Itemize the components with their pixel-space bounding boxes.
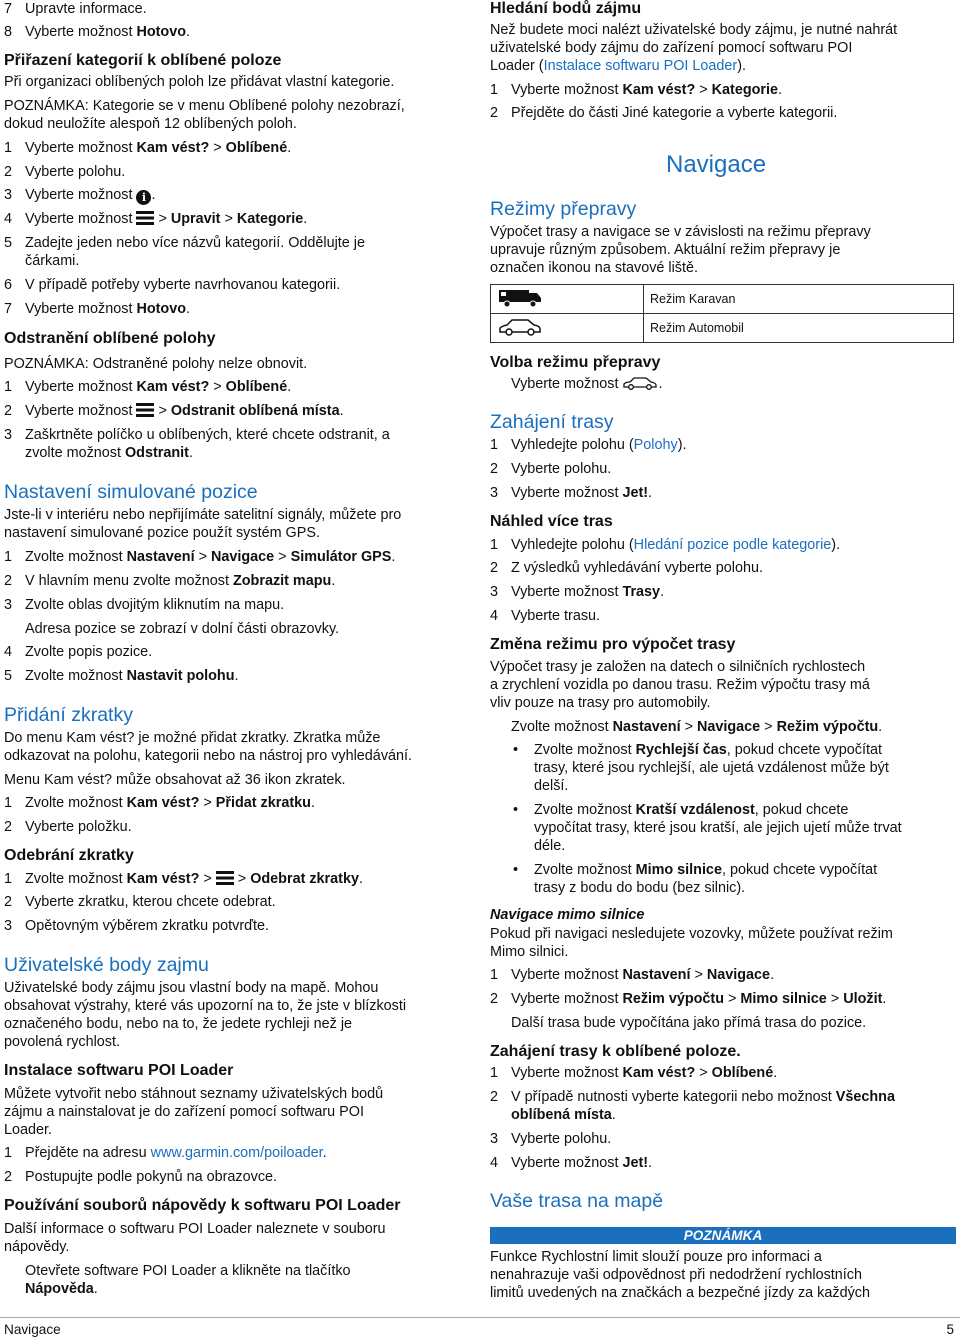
section-heading: Náhled více tras [490, 513, 613, 530]
paragraph: nápovědy. [4, 1239, 70, 1255]
step: 3 Vyberte možnost i . [4, 187, 156, 204]
step: 7 Upravte informace. [4, 1, 147, 17]
paragraph: Než budete moci nalézt uživatelské body zájmu, je nutné nahrát [490, 22, 898, 38]
bullet-text: trasy, které jsou rychlejší, ale ujetá vzdálenost může být [534, 760, 889, 776]
step: 4 Vyberte trasu. [490, 608, 601, 624]
step: 2 V hlavním menu zvolte možnost Zobrazit mapu. [4, 573, 336, 589]
paragraph: Loader. [4, 1122, 53, 1138]
section-heading: Přidání zkratky [4, 704, 133, 726]
list-item [490, 741, 956, 795]
step: 8 Vyberte možnost Hotovo. [4, 24, 191, 40]
paragraph: upravuje různým způsobem. Aktuální režim přepravy je [490, 242, 841, 258]
step-note: Vyberte možnost . [490, 375, 662, 395]
bullet-text: Zvolte možnost Rychlejší čas, pokud chcete vypočítat [534, 742, 882, 758]
install-link[interactable]: Instalace softwaru POI Loader [543, 58, 738, 74]
section-heading: Navigace mimo silnice [490, 907, 645, 923]
step: 3 Zvolte oblas dvojitým kliknutím na mapu. [4, 597, 285, 613]
table-cell: Režim Automobil [644, 314, 954, 343]
bullet-text: delší. [534, 778, 569, 794]
paragraph: zájmu a nainstalovat je do zařízení pomocí softwaru POI [4, 1104, 364, 1120]
note: dokud neuložíte alespoň 12 oblíbených poloh. [4, 116, 297, 132]
section-heading: Uživatelské body zajmu [4, 954, 209, 976]
step: 2 Vyberte možnost Režim výpočtu > Mimo silnice > Uložit. [490, 991, 887, 1007]
step: 1 Vyhledejte polohu (Polohy). [490, 437, 687, 453]
paragraph: Můžete vytvořit nebo stáhnout seznamy uživatelských bodů [4, 1086, 384, 1102]
car-icon [622, 376, 658, 395]
step-note: Další trasa bude vypočítána jako přímá trasa do pozice. [511, 1015, 867, 1031]
bullet-text: Zvolte možnost Kratší vzdálenost, pokud chcete [534, 802, 849, 818]
step: 1 Vyhledejte polohu (Hledání pozice podle kategorie). [490, 537, 841, 553]
transport-modes-table [490, 284, 954, 343]
section-heading: Změna režimu pro výpočet trasy [490, 636, 736, 653]
step-cont: zvolte možnost Odstranit. [25, 445, 193, 461]
step: 2 Vyberte polohu. [490, 461, 612, 477]
step: 3 Vyberte možnost Jet!. [490, 485, 653, 501]
step: 1 Vyberte možnost Kam vést? > Oblíbené. [4, 140, 292, 156]
paragraph: Při organizaci oblíbených poloh lze přidávat vlastní kategorie. [4, 74, 395, 90]
paragraph: Menu Kam vést? může obsahovat až 36 ikon zkratek. [4, 772, 346, 788]
bullet-text: trasy z bodu do bodu (bez silnic). [534, 880, 746, 896]
menu-icon [216, 871, 234, 890]
table-row [491, 285, 954, 314]
step: 1 Vyberte možnost Kam vést? > Oblíbené. [4, 379, 292, 395]
paragraph: označeného bodu, nebo na to, že jedete rychleji než je [4, 1016, 353, 1032]
step: 2 Vyberte položku. [4, 819, 132, 835]
paragraph: Pokud při navigaci nesledujete vozovky, můžete používat režim [490, 926, 893, 942]
step-note: Otevřete software POI Loader a klikněte na tlačítko [25, 1263, 351, 1279]
step: 2 V případě nutnosti vyberte kategorii nebo možnost Všechna [490, 1089, 895, 1105]
step: 2 Vyberte polohu. [4, 164, 126, 180]
section-heading: Odebrání zkratky [4, 847, 134, 864]
step-note: Nápověda. [25, 1281, 98, 1297]
chapter-title: Navigace [666, 151, 767, 178]
bullet: • [513, 802, 519, 818]
section-heading: Nastavení simulované pozice [4, 481, 258, 503]
step: 7 Vyberte možnost Hotovo. [4, 301, 191, 317]
section-heading: Vaše trasa na mapě [490, 1190, 664, 1212]
table-cell: Režim Karavan [644, 285, 954, 314]
paragraph: Uživatelské body zájmu jsou vlastní body na mapě. Mohou [4, 980, 379, 996]
menu-icon [136, 211, 154, 230]
list-item [490, 861, 956, 897]
list-item [490, 801, 956, 855]
paragraph: obsahovat výstrahy, které vás upozorní na to, že jste v blízkosti [4, 998, 407, 1014]
step: 1 Přejděte na adresu www.garmin.com/poiloader. [4, 1145, 327, 1161]
section-heading: Volba režimu přepravy [490, 354, 661, 371]
bullet-text: vypočítat trasy, které jsou kratší, ale jejich ujetí může trvat [534, 820, 902, 836]
paragraph: Mimo silnici. [490, 944, 569, 960]
note: POZNÁMKA: Odstraněné polohy nelze obnovit. [4, 356, 308, 372]
step: 5 Zadejte jeden nebo více názvů kategorií. Oddělujte je [4, 235, 365, 251]
step: 2 Z výsledků vyhledávání vyberte polohu. [490, 560, 763, 576]
section-heading: Hledání bodů zájmu [490, 0, 642, 17]
section-heading: Přiřazení kategorií k oblíbené poloze [4, 52, 282, 69]
section-heading: Zahájení trasy [490, 411, 614, 433]
step: 1 Vyberte možnost Kam vést? > Oblíbené. [490, 1065, 778, 1081]
info-icon: i [136, 190, 151, 205]
step: 4 Zvolte popis pozice. [4, 644, 153, 660]
paragraph: nenahrazuje vaši odpovědnost při nedodržení rychlostních [490, 1267, 862, 1283]
step: 4 Vyberte možnost Jet!. [490, 1155, 653, 1171]
paragraph: limitů uvedených na značkách a bezpečné jízdy za každých [490, 1285, 870, 1301]
paragraph: Funkce Rychlostní limit slouží pouze pro informaci a [490, 1249, 822, 1265]
step: 3 Vyberte polohu. [490, 1131, 612, 1147]
step-cont: čárkami. [25, 253, 80, 269]
paragraph: Výpočet trasy a navigace se v závislosti na režimu přepravy [490, 224, 871, 240]
section-heading: Zahájení trasy k oblíbené poloze. [490, 1043, 741, 1060]
paragraph: Jste-li v interiéru nebo nepřijímáte satelitní signály, můžete pro [4, 507, 402, 523]
table-cell [491, 314, 644, 343]
paragraph: a zrychlení vozidla po danou trasu. Režim výpočtu trasy má [490, 677, 870, 693]
table-cell [491, 285, 644, 314]
rv-icon [497, 297, 543, 311]
step-note: Adresa pozice se zobrazí v dolní části obrazovky. [25, 621, 340, 637]
bullet: • [513, 742, 519, 758]
step: 2 Vyberte zkratku, kterou chcete odebrat. [4, 894, 276, 910]
step: 1 Zvolte možnost Kam vést? > Přidat zkratku. [4, 795, 315, 811]
paragraph: nastavení simulované pozice použít systém GPS. [4, 525, 320, 541]
category-search-link[interactable]: Hledání pozice podle kategorie [633, 537, 832, 553]
step-cont: oblíbená místa. [511, 1107, 616, 1123]
paragraph: povolená rychlost. [4, 1034, 120, 1050]
step: 2 Vyberte možnost > Odstranit oblíbená místa. [4, 402, 344, 422]
step: 1 Vyberte možnost Nastavení > Navigace. [490, 967, 775, 983]
paragraph: označen ikonou na stavové liště. [490, 260, 698, 276]
step: 3 Zaškrtněte políčko u oblíbených, které chcete odstranit, a [4, 427, 390, 443]
paragraph: Další informace o softwaru POI Loader naleznete v souboru [4, 1221, 386, 1237]
step: 2 Přejděte do části Jiné kategorie a vyberte kategorii. [490, 105, 838, 121]
step: 1 Vyberte možnost Kam vést? > Kategorie. [490, 82, 783, 98]
step: 4 Vyberte možnost > Upravit > Kategorie. [4, 210, 307, 230]
paragraph: Výpočet trasy je založen na datech o silničních rychlostech [490, 659, 866, 675]
note: POZNÁMKA: Kategorie se v menu Oblíbené polohy nezobrazí, [4, 98, 405, 114]
step: 1 Zvolte možnost Kam vést? > > Odebrat zkratky. [4, 870, 363, 890]
step: 2 Postupujte podle pokynů na obrazovce. [4, 1169, 278, 1185]
paragraph: vliv pouze na trasy pro automobily. [490, 695, 711, 711]
menu-icon [136, 403, 154, 422]
paragraph: Do menu Kam vést? je možné přidat zkratky. Zkratka může [4, 730, 381, 746]
page-number: 5 [946, 1322, 954, 1337]
section-heading: Režimy přepravy [490, 198, 637, 220]
step: 6 V případě potřeby vyberte navrhovanou kategorii. [4, 277, 341, 293]
poiloader-link[interactable]: www.garmin.com/poiloader [150, 1145, 323, 1161]
section-heading: Používání souborů nápovědy k softwaru POI Loader [4, 1197, 401, 1214]
step: 5 Zvolte možnost Nastavit polohu. [4, 668, 239, 684]
bullet: • [513, 862, 519, 878]
footer-section: Navigace [4, 1322, 61, 1337]
car-icon [497, 326, 543, 340]
paragraph: odkazovat na polohu, kategorii nebo na nástroj pro vyhledávání. [4, 748, 413, 764]
paragraph: uživatelské body zájmu do zařízení pomocí softwaru POI [490, 40, 853, 56]
section-heading: Odstranění oblíbené polohy [4, 330, 216, 347]
bullet-text: déle. [534, 838, 566, 854]
paragraph: Loader (Instalace softwaru POI Loader). [490, 58, 746, 74]
locations-link[interactable]: Polohy [633, 437, 678, 453]
step-note: Zvolte možnost Nastavení > Navigace > Režim výpočtu. [511, 719, 883, 735]
step: 1 Zvolte možnost Nastavení > Navigace > Simulátor GPS. [4, 549, 396, 565]
table-row [491, 314, 954, 343]
step: 3 Vyberte možnost Trasy. [490, 584, 665, 600]
section-heading: Instalace softwaru POI Loader [4, 1062, 234, 1079]
note-header: POZNÁMKA [490, 1227, 956, 1244]
footer-divider [0, 1317, 960, 1318]
step: 3 Opětovným výběrem zkratku potvrďte. [4, 918, 269, 934]
bullet-text: Zvolte možnost Mimo silnice, pokud chcete vypočítat [534, 862, 878, 878]
